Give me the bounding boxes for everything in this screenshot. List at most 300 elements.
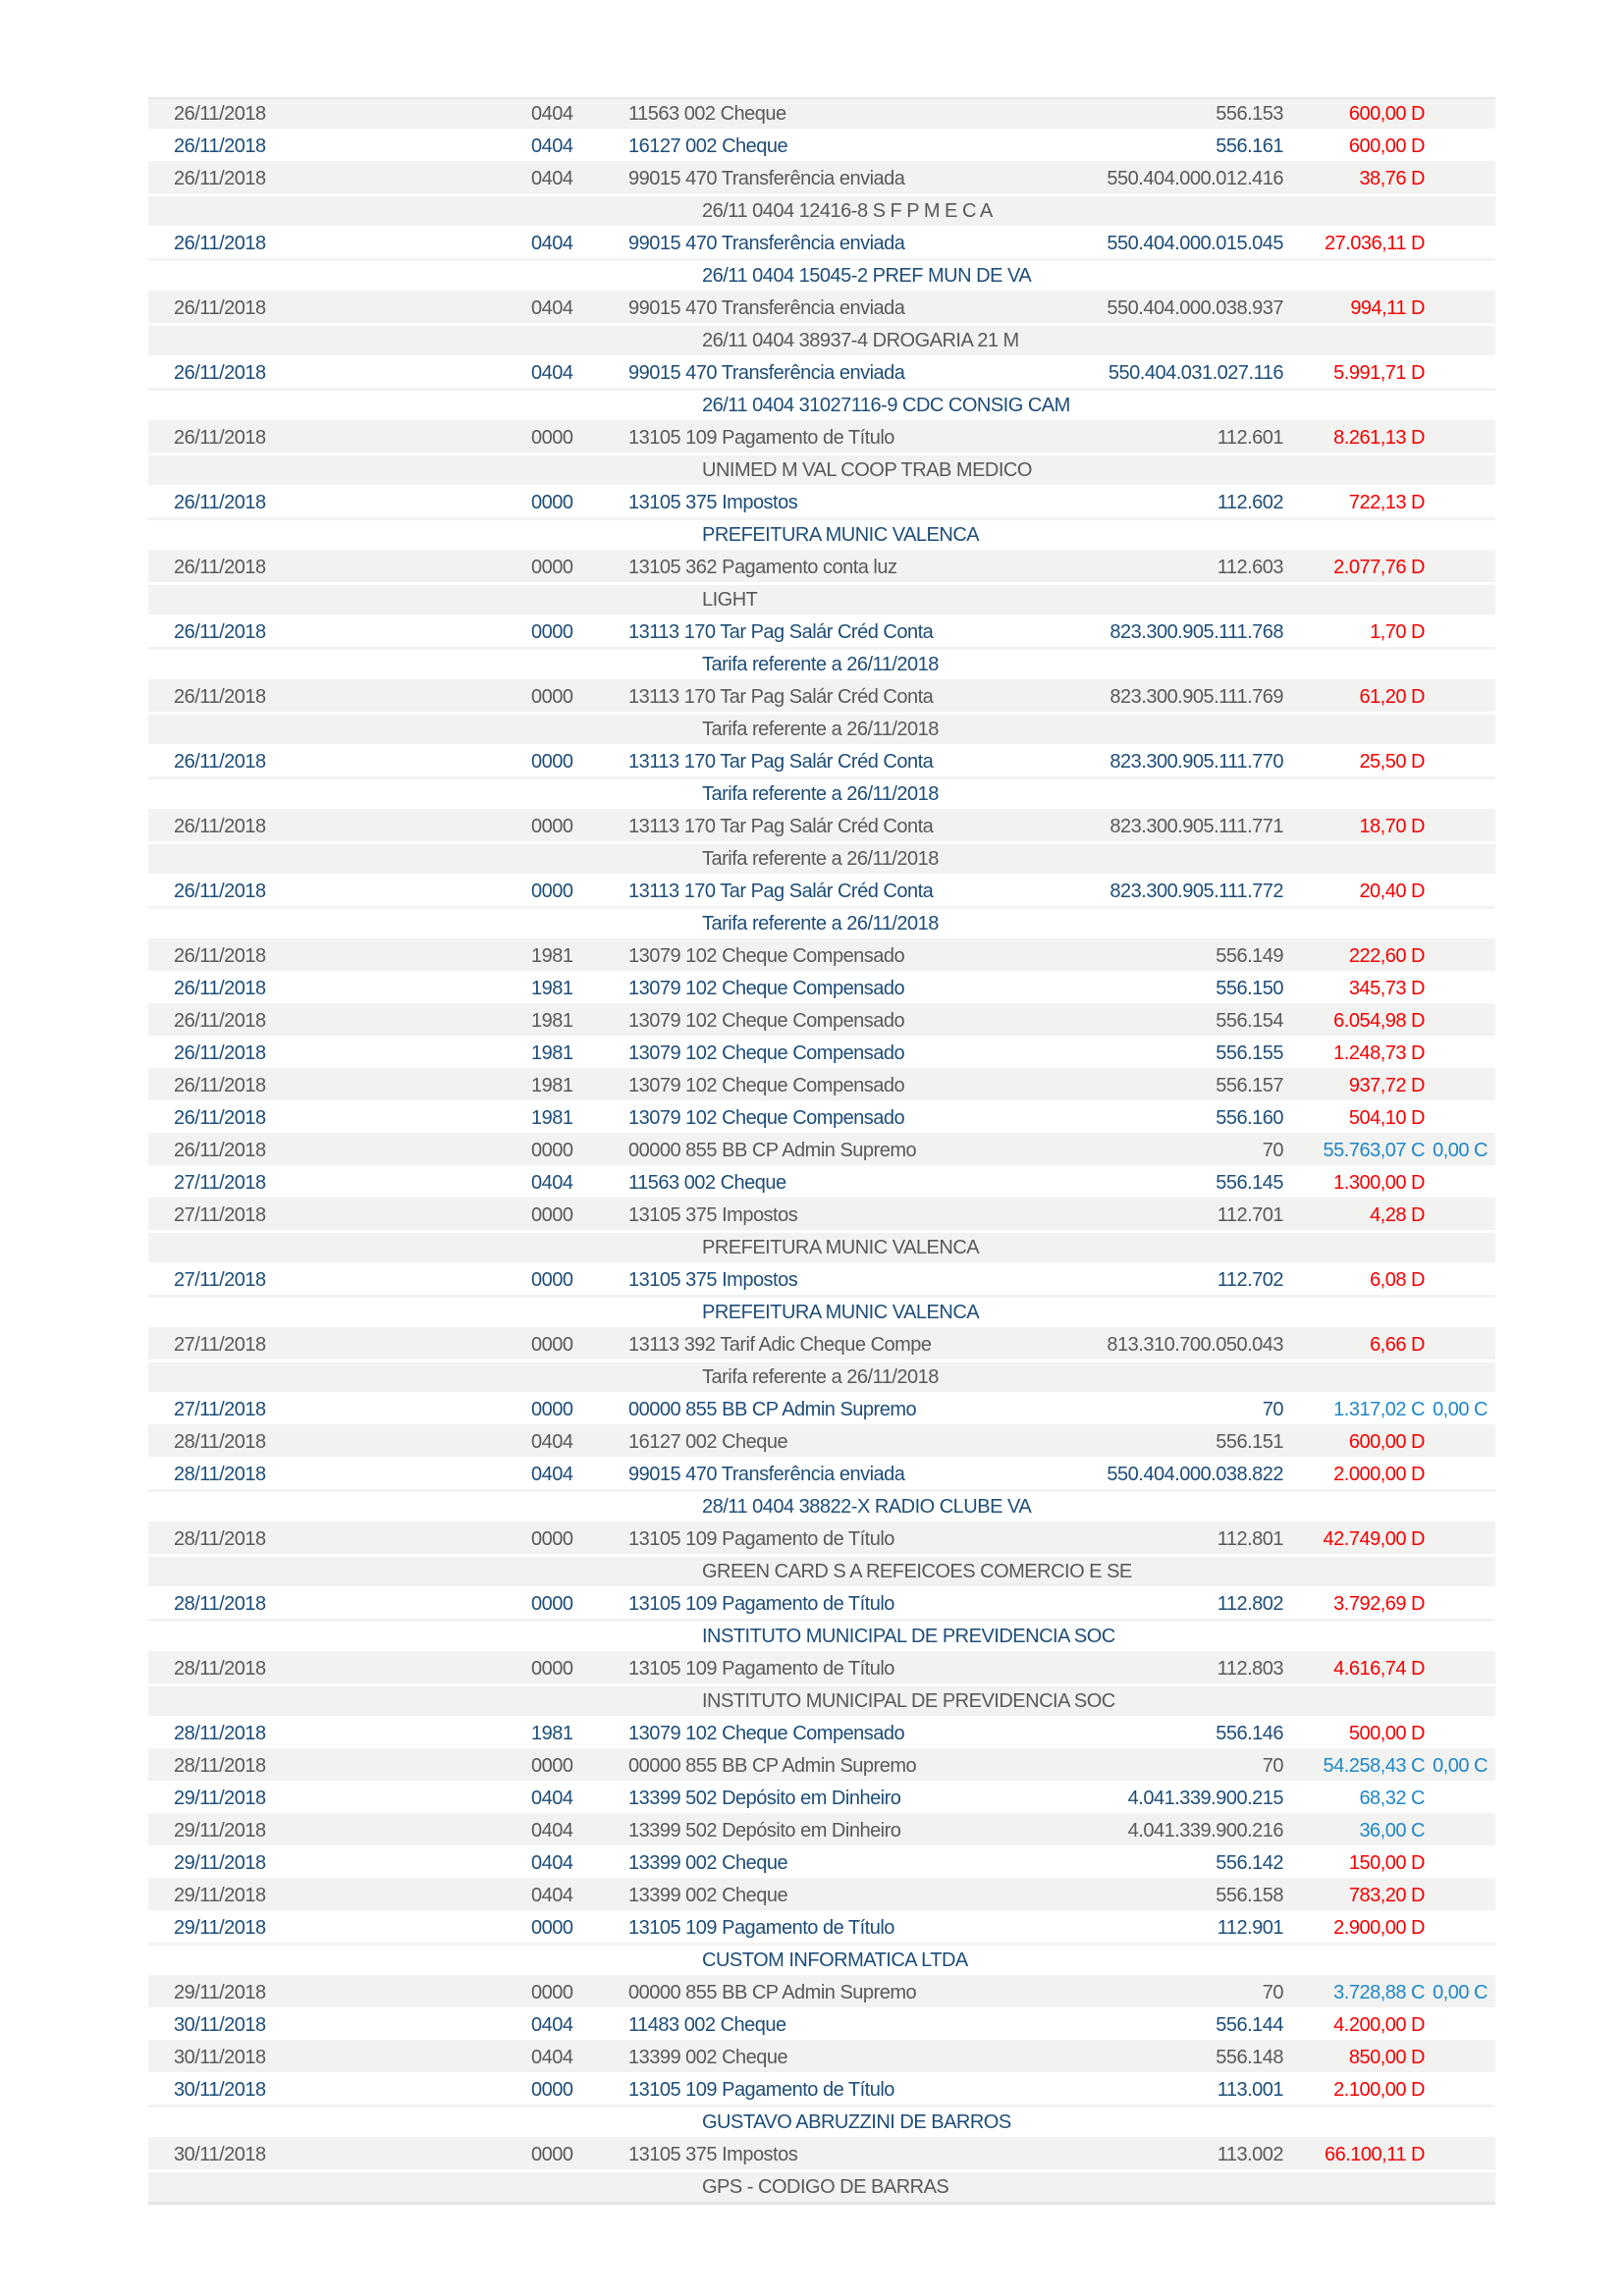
document-cell: 112.601	[1217, 427, 1283, 449]
detail-row	[148, 650, 1495, 682]
detail-text: UNIMED M VAL COOP TRAB MEDICO	[702, 459, 1032, 481]
document-cell: 550.404.000.038.822	[1107, 1464, 1283, 1485]
transaction-row	[148, 1784, 1495, 1816]
date-cell: 30/11/2018	[174, 2014, 266, 2036]
secondary-value-cell	[1425, 682, 1488, 712]
document-cell: 70	[1262, 1755, 1283, 1777]
detail-text: Tarifa referente a 26/11/2018	[702, 654, 939, 675]
description-cell: 13113 170 Tar Pag Salár Créd Conta	[628, 621, 934, 643]
document-cell: 556.148	[1216, 2047, 1283, 2068]
value-cell: 6.054,98 D	[1333, 1010, 1425, 1032]
value-cell: 38,76 D	[1359, 168, 1425, 189]
detail-text: PREFEITURA MUNIC VALENCA	[702, 1237, 980, 1258]
transaction-row	[148, 941, 1495, 974]
detail-text: GPS - CODIGO DE BARRAS	[702, 2176, 949, 2198]
detail-row	[148, 455, 1495, 488]
transaction-row	[148, 1978, 1495, 2010]
description-cell: 13105 109 Pagamento de Título	[628, 2079, 894, 2101]
detail-row	[148, 844, 1495, 877]
secondary-value-cell	[1425, 1784, 1488, 1813]
agency-cell: 0000	[531, 751, 573, 773]
document-cell: 70	[1262, 1399, 1283, 1420]
document-cell: 550.404.031.027.116	[1108, 362, 1283, 384]
description-cell: 13105 109 Pagamento de Título	[628, 1528, 894, 1550]
secondary-value-cell	[1425, 1330, 1488, 1360]
value-cell: 36,00 C	[1359, 1820, 1425, 1842]
value-cell: 2.900,00 D	[1333, 1917, 1425, 1939]
description-cell: 13105 109 Pagamento de Título	[628, 1658, 894, 1680]
secondary-value-cell	[1425, 941, 1488, 971]
value-cell: 504,10 D	[1348, 1107, 1425, 1129]
transaction-row	[148, 1265, 1495, 1298]
detail-text: 28/11 0404 38822-X RADIO CLUBE VA	[702, 1496, 1032, 1518]
secondary-value-cell	[1425, 1103, 1488, 1133]
secondary-value-cell: 0,00 C	[1433, 1755, 1488, 1777]
date-cell: 28/11/2018	[174, 1723, 266, 1744]
document-cell: 823.300.905.111.770	[1110, 751, 1283, 773]
transaction-row	[148, 2010, 1495, 2043]
document-cell: 556.150	[1216, 978, 1283, 999]
detail-row	[148, 779, 1495, 812]
value-cell: 150,00 D	[1348, 1852, 1425, 1874]
date-cell: 26/11/2018	[174, 427, 266, 449]
detail-row	[148, 326, 1495, 358]
document-cell: 556.149	[1216, 945, 1283, 967]
detail-text: Tarifa referente a 26/11/2018	[702, 913, 939, 934]
detail-text: PREFEITURA MUNIC VALENCA	[702, 1302, 980, 1323]
description-cell: 13399 002 Cheque	[628, 2047, 788, 2068]
description-cell: 13113 170 Tar Pag Salár Créd Conta	[628, 816, 934, 837]
detail-row	[148, 909, 1495, 941]
agency-cell: 0000	[531, 1658, 573, 1680]
date-cell: 26/11/2018	[174, 492, 266, 513]
value-cell: 3.792,69 D	[1333, 1593, 1425, 1615]
date-cell: 26/11/2018	[174, 1140, 266, 1161]
document-cell: 556.142	[1216, 1852, 1283, 1874]
value-cell: 25,50 D	[1359, 751, 1425, 773]
secondary-value-cell	[1425, 1427, 1488, 1457]
document-cell: 556.158	[1216, 1885, 1283, 1906]
transaction-row	[148, 1427, 1495, 1460]
value-cell: 937,72 D	[1348, 1075, 1425, 1096]
secondary-value-cell	[1425, 2140, 1488, 2169]
transaction-row	[148, 1719, 1495, 1751]
description-cell: 13079 102 Cheque Compensado	[628, 978, 905, 999]
detail-text: CUSTOM INFORMATICA LTDA	[702, 1949, 968, 1971]
description-cell: 00000 855 BB CP Admin Supremo	[628, 1399, 917, 1420]
transaction-row	[148, 164, 1495, 196]
document-cell: 556.160	[1216, 1107, 1283, 1129]
document-cell: 556.145	[1216, 1172, 1283, 1194]
document-cell: 556.157	[1216, 1075, 1283, 1096]
secondary-value-cell	[1425, 1168, 1488, 1198]
description-cell: 00000 855 BB CP Admin Supremo	[628, 1140, 917, 1161]
document-cell: 112.603	[1217, 557, 1283, 578]
detail-row	[148, 715, 1495, 747]
description-cell: 11563 002 Cheque	[628, 1172, 786, 1194]
secondary-value-cell	[1425, 877, 1488, 906]
transaction-row	[148, 2140, 1495, 2172]
transaction-row	[148, 1168, 1495, 1201]
secondary-value-cell	[1425, 2010, 1488, 2040]
detail-text: GREEN CARD S A REFEICOES COMERCIO E SE	[702, 1561, 1132, 1582]
transaction-row	[148, 1751, 1495, 1784]
date-cell: 26/11/2018	[174, 978, 266, 999]
document-cell: 4.041.339.900.215	[1127, 1788, 1283, 1809]
transaction-row	[148, 1395, 1495, 1427]
agency-cell: 0404	[531, 168, 573, 189]
transaction-row	[148, 1524, 1495, 1557]
detail-row	[148, 585, 1495, 617]
agency-cell: 0000	[531, 1755, 573, 1777]
value-cell: 55.763,07 C	[1323, 1140, 1425, 1161]
description-cell: 00000 855 BB CP Admin Supremo	[628, 1755, 917, 1777]
date-cell: 26/11/2018	[174, 945, 266, 967]
secondary-value-cell	[1425, 617, 1488, 647]
document-cell: 70	[1262, 1982, 1283, 2003]
secondary-value-cell	[1425, 812, 1488, 841]
secondary-value-cell	[1425, 1719, 1488, 1748]
date-cell: 28/11/2018	[174, 1431, 266, 1453]
document-cell: 556.155	[1216, 1042, 1283, 1064]
detail-text: Tarifa referente a 26/11/2018	[702, 719, 939, 740]
date-cell: 27/11/2018	[174, 1399, 266, 1420]
date-cell: 26/11/2018	[174, 103, 266, 125]
transaction-row	[148, 1136, 1495, 1168]
detail-text: 26/11 0404 38937-4 DROGARIA 21 M	[702, 330, 1019, 351]
transaction-row	[148, 2075, 1495, 2108]
value-cell: 20,40 D	[1359, 881, 1425, 902]
secondary-value-cell: 0,00 C	[1433, 1982, 1488, 2003]
agency-cell: 1981	[531, 978, 573, 999]
description-cell: 13399 502 Depósito em Dinheiro	[628, 1788, 901, 1809]
document-cell: 556.154	[1216, 1010, 1283, 1032]
agency-cell: 1981	[531, 1723, 573, 1744]
agency-cell: 0404	[531, 1431, 573, 1453]
value-cell: 4.616,74 D	[1333, 1658, 1425, 1680]
document-cell: 550.404.000.012.416	[1107, 168, 1283, 189]
value-cell: 600,00 D	[1348, 103, 1425, 125]
agency-cell: 0000	[531, 1528, 573, 1550]
value-cell: 2.100,00 D	[1333, 2079, 1425, 2101]
description-cell: 13105 362 Pagamento conta luz	[628, 557, 897, 578]
document-cell: 813.310.700.050.043	[1107, 1334, 1283, 1356]
value-cell: 68,32 C	[1359, 1788, 1425, 1809]
transaction-row	[148, 1460, 1495, 1492]
value-cell: 600,00 D	[1348, 1431, 1425, 1453]
value-cell: 6,66 D	[1370, 1334, 1425, 1356]
transaction-row	[148, 358, 1495, 391]
secondary-value-cell	[1425, 99, 1488, 129]
value-cell: 4,28 D	[1370, 1204, 1425, 1226]
detail-row	[148, 391, 1495, 423]
transaction-row	[148, 812, 1495, 844]
value-cell: 1.317,02 C	[1333, 1399, 1425, 1420]
value-cell: 222,60 D	[1348, 945, 1425, 967]
transaction-row	[148, 1881, 1495, 1913]
secondary-value-cell	[1425, 1265, 1488, 1295]
value-cell: 1.248,73 D	[1333, 1042, 1425, 1064]
transaction-row	[148, 423, 1495, 455]
transaction-row	[148, 99, 1495, 132]
date-cell: 26/11/2018	[174, 1010, 266, 1032]
description-cell: 11563 002 Cheque	[628, 103, 786, 125]
transaction-row	[148, 1589, 1495, 1622]
transaction-row	[148, 132, 1495, 164]
agency-cell: 0404	[531, 2047, 573, 2068]
date-cell: 27/11/2018	[174, 1334, 266, 1356]
description-cell: 13079 102 Cheque Compensado	[628, 945, 905, 967]
detail-row	[148, 261, 1495, 294]
value-cell: 850,00 D	[1348, 2047, 1425, 2068]
document-cell: 550.404.000.015.045	[1107, 233, 1283, 254]
date-cell: 26/11/2018	[174, 1075, 266, 1096]
description-cell: 13113 170 Tar Pag Salár Créd Conta	[628, 881, 934, 902]
agency-cell: 0404	[531, 362, 573, 384]
value-cell: 1.300,00 D	[1333, 1172, 1425, 1194]
secondary-value-cell	[1425, 1039, 1488, 1068]
detail-row	[148, 2108, 1495, 2140]
detail-text: PREFEITURA MUNIC VALENCA	[702, 524, 980, 546]
agency-cell: 0000	[531, 1982, 573, 2003]
agency-cell: 0000	[531, 686, 573, 708]
date-cell: 30/11/2018	[174, 2079, 266, 2101]
secondary-value-cell	[1425, 974, 1488, 1003]
document-cell: 112.602	[1217, 492, 1283, 513]
statement-table	[148, 97, 1495, 2205]
date-cell: 29/11/2018	[174, 1788, 266, 1809]
description-cell: 16127 002 Cheque	[628, 1431, 788, 1453]
document-cell: 112.803	[1217, 1658, 1283, 1680]
secondary-value-cell	[1425, 1071, 1488, 1100]
date-cell: 26/11/2018	[174, 362, 266, 384]
description-cell: 13079 102 Cheque Compensado	[628, 1042, 905, 1064]
agency-cell: 0404	[531, 233, 573, 254]
secondary-value-cell	[1425, 358, 1488, 388]
date-cell: 26/11/2018	[174, 621, 266, 643]
agency-cell: 0000	[531, 621, 573, 643]
agency-cell: 0000	[531, 1917, 573, 1939]
description-cell: 13105 375 Impostos	[628, 1204, 798, 1226]
secondary-value-cell	[1425, 1913, 1488, 1943]
document-cell: 556.146	[1216, 1723, 1283, 1744]
detail-text: 26/11 0404 12416-8 S F P M E C A	[702, 200, 993, 222]
secondary-value-cell	[1425, 1654, 1488, 1683]
agency-cell: 0000	[531, 2079, 573, 2101]
agency-cell: 0404	[531, 1464, 573, 1485]
detail-text: INSTITUTO MUNICIPAL DE PREVIDENCIA SOC	[702, 1690, 1115, 1712]
agency-cell: 0404	[531, 135, 573, 157]
description-cell: 13079 102 Cheque Compensado	[628, 1107, 905, 1129]
description-cell: 13079 102 Cheque Compensado	[628, 1075, 905, 1096]
agency-cell: 0404	[531, 1820, 573, 1842]
agency-cell: 0404	[531, 103, 573, 125]
description-cell: 13105 109 Pagamento de Título	[628, 1593, 894, 1615]
agency-cell: 0404	[531, 1172, 573, 1194]
agency-cell: 0000	[531, 1140, 573, 1161]
transaction-row	[148, 1816, 1495, 1848]
secondary-value-cell	[1425, 2043, 1488, 2072]
secondary-value-cell	[1425, 1201, 1488, 1230]
document-cell: 556.161	[1216, 135, 1283, 157]
document-cell: 112.901	[1217, 1917, 1283, 1939]
date-cell: 28/11/2018	[174, 1755, 266, 1777]
secondary-value-cell: 0,00 C	[1433, 1399, 1488, 1420]
description-cell: 99015 470 Transferência enviada	[628, 1464, 905, 1485]
detail-text: Tarifa referente a 26/11/2018	[702, 783, 939, 805]
document-cell: 112.702	[1217, 1269, 1283, 1291]
detail-text: INSTITUTO MUNICIPAL DE PREVIDENCIA SOC	[702, 1626, 1115, 1647]
date-cell: 26/11/2018	[174, 1107, 266, 1129]
value-cell: 4.200,00 D	[1333, 2014, 1425, 2036]
document-cell: 823.300.905.111.768	[1110, 621, 1283, 643]
secondary-value-cell	[1425, 1881, 1488, 1910]
detail-text: 26/11 0404 31027116-9 CDC CONSIG CAM	[702, 395, 1070, 416]
transaction-row	[148, 1039, 1495, 1071]
secondary-value-cell	[1425, 1006, 1488, 1036]
date-cell: 27/11/2018	[174, 1172, 266, 1194]
agency-cell: 0404	[531, 297, 573, 319]
value-cell: 54.258,43 C	[1323, 1755, 1425, 1777]
description-cell: 99015 470 Transferência enviada	[628, 168, 905, 189]
document-cell: 112.801	[1217, 1528, 1283, 1550]
agency-cell: 0000	[531, 1399, 573, 1420]
transaction-row	[148, 682, 1495, 715]
agency-cell: 0404	[531, 1788, 573, 1809]
transaction-row	[148, 617, 1495, 650]
value-cell: 2.077,76 D	[1333, 557, 1425, 578]
description-cell: 13079 102 Cheque Compensado	[628, 1010, 905, 1032]
date-cell: 28/11/2018	[174, 1528, 266, 1550]
agency-cell: 0000	[531, 492, 573, 513]
agency-cell: 1981	[531, 1042, 573, 1064]
value-cell: 42.749,00 D	[1323, 1528, 1425, 1550]
date-cell: 30/11/2018	[174, 2047, 266, 2068]
detail-row	[148, 1686, 1495, 1719]
detail-row	[148, 1492, 1495, 1524]
agency-cell: 0000	[531, 2144, 573, 2165]
date-cell: 29/11/2018	[174, 1852, 266, 1874]
detail-row	[148, 520, 1495, 553]
description-cell: 13399 002 Cheque	[628, 1885, 788, 1906]
value-cell: 66.100,11 D	[1325, 2144, 1425, 2165]
date-cell: 28/11/2018	[174, 1593, 266, 1615]
document-cell: 113.002	[1217, 2144, 1283, 2165]
value-cell: 1,70 D	[1370, 621, 1425, 643]
agency-cell: 0404	[531, 1885, 573, 1906]
agency-cell: 1981	[531, 945, 573, 967]
secondary-value-cell: 0,00 C	[1433, 1140, 1488, 1161]
date-cell: 26/11/2018	[174, 816, 266, 837]
document-cell: 112.802	[1217, 1593, 1283, 1615]
description-cell: 13105 109 Pagamento de Título	[628, 427, 894, 449]
agency-cell: 1981	[531, 1107, 573, 1129]
detail-text: 26/11 0404 15045-2 PREF MUN DE VA	[702, 265, 1032, 287]
value-cell: 500,00 D	[1348, 1723, 1425, 1744]
transaction-row	[148, 1006, 1495, 1039]
date-cell: 29/11/2018	[174, 1917, 266, 1939]
secondary-value-cell	[1425, 488, 1488, 517]
description-cell: 99015 470 Transferência enviada	[628, 233, 905, 254]
secondary-value-cell	[1425, 1848, 1488, 1878]
document-cell: 70	[1262, 1140, 1283, 1161]
value-cell: 783,20 D	[1348, 1885, 1425, 1906]
description-cell: 16127 002 Cheque	[628, 135, 788, 157]
agency-cell: 0000	[531, 1593, 573, 1615]
transaction-row	[148, 294, 1495, 326]
secondary-value-cell	[1425, 2075, 1488, 2105]
document-cell: 823.300.905.111.772	[1110, 881, 1283, 902]
detail-text: Tarifa referente a 26/11/2018	[702, 1366, 939, 1388]
detail-row	[148, 1946, 1495, 1978]
description-cell: 11483 002 Cheque	[628, 2014, 786, 2036]
agency-cell: 0000	[531, 881, 573, 902]
secondary-value-cell	[1425, 229, 1488, 258]
detail-row	[148, 1557, 1495, 1589]
document-cell: 823.300.905.111.771	[1110, 816, 1283, 837]
description-cell: 13113 392 Tarif Adic Cheque Compe	[628, 1334, 932, 1356]
value-cell: 3.728,88 C	[1333, 1982, 1425, 2003]
value-cell: 345,73 D	[1348, 978, 1425, 999]
description-cell: 99015 470 Transferência enviada	[628, 297, 905, 319]
secondary-value-cell	[1425, 423, 1488, 453]
agency-cell: 0000	[531, 816, 573, 837]
agency-cell: 0000	[531, 557, 573, 578]
date-cell: 30/11/2018	[174, 2144, 266, 2165]
agency-cell: 1981	[531, 1075, 573, 1096]
transaction-row	[148, 1330, 1495, 1362]
transaction-row	[148, 974, 1495, 1006]
transaction-row	[148, 1913, 1495, 1946]
detail-row	[148, 1233, 1495, 1265]
document-cell: 556.151	[1216, 1431, 1283, 1453]
agency-cell: 0000	[531, 427, 573, 449]
detail-row	[148, 1622, 1495, 1654]
value-cell: 2.000,00 D	[1333, 1464, 1425, 1485]
description-cell: 00000 855 BB CP Admin Supremo	[628, 1982, 917, 2003]
agency-cell: 0000	[531, 1334, 573, 1356]
value-cell: 18,70 D	[1359, 816, 1425, 837]
secondary-value-cell	[1425, 1589, 1488, 1619]
agency-cell: 0000	[531, 1269, 573, 1291]
value-cell: 6,08 D	[1370, 1269, 1425, 1291]
detail-text: GUSTAVO ABRUZZINI DE BARROS	[702, 2111, 1011, 2133]
description-cell: 13113 170 Tar Pag Salár Créd Conta	[628, 686, 934, 708]
agency-cell: 0404	[531, 1852, 573, 1874]
date-cell: 27/11/2018	[174, 1204, 266, 1226]
date-cell: 29/11/2018	[174, 1885, 266, 1906]
description-cell: 13105 109 Pagamento de Título	[628, 1917, 894, 1939]
detail-row	[148, 196, 1495, 229]
description-cell: 13105 375 Impostos	[628, 1269, 798, 1291]
detail-text: Tarifa referente a 26/11/2018	[702, 848, 939, 870]
date-cell: 26/11/2018	[174, 1042, 266, 1064]
date-cell: 26/11/2018	[174, 135, 266, 157]
document-cell: 112.701	[1217, 1204, 1283, 1226]
value-cell: 61,20 D	[1359, 686, 1425, 708]
date-cell: 29/11/2018	[174, 1982, 266, 2003]
value-cell: 5.991,71 D	[1333, 362, 1425, 384]
detail-text: LIGHT	[702, 589, 758, 611]
document-cell: 550.404.000.038.937	[1107, 297, 1283, 319]
description-cell: 13399 502 Depósito em Dinheiro	[628, 1820, 901, 1842]
transaction-row	[148, 1201, 1495, 1233]
document-cell: 823.300.905.111.769	[1110, 686, 1283, 708]
description-cell: 99015 470 Transferência enviada	[628, 362, 905, 384]
agency-cell: 0000	[531, 1204, 573, 1226]
secondary-value-cell	[1425, 132, 1488, 161]
transaction-row	[148, 877, 1495, 909]
